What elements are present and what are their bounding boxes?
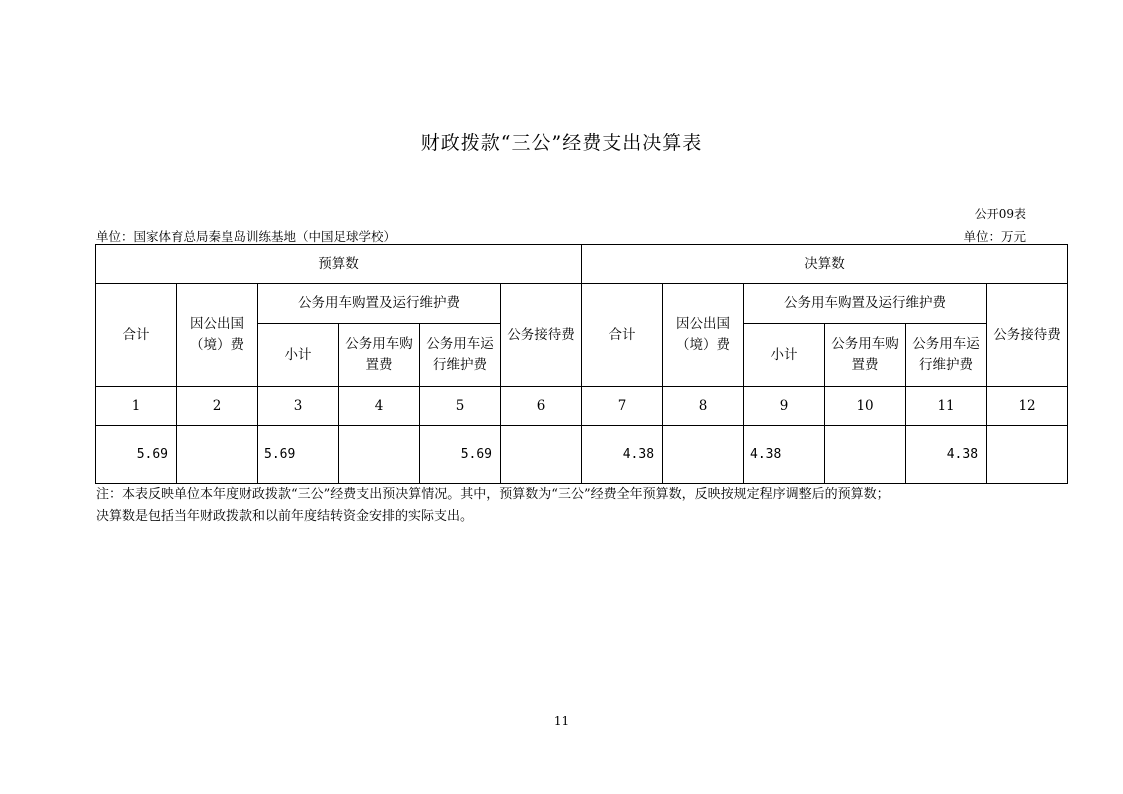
expense-table	[95, 244, 1068, 484]
form-code: 公开09表	[974, 207, 1026, 221]
budget-abroad-value	[177, 426, 258, 484]
column-number: 5	[420, 387, 501, 426]
final-vehicle-operation-header: 公务用车运行维护费	[906, 324, 987, 387]
footnote-line: 决算数是包括当年财政拨款和以前年度结转资金安排的实际支出。	[96, 509, 474, 524]
column-number: 1	[96, 387, 177, 426]
final-vehicle-purchase-value	[825, 426, 906, 484]
budget-subtotal-value: 5.69	[258, 426, 339, 484]
column-number-row	[96, 387, 1068, 426]
final-vehicle-group-header: 公务用车购置及运行维护费	[744, 284, 987, 324]
page-number: 11	[553, 714, 570, 728]
budget-vehicle-operation-header: 公务用车运行维护费	[420, 324, 501, 387]
budget-group-header: 预算数	[96, 245, 582, 284]
budget-subtotal-header: 小计	[258, 324, 339, 387]
column-number: 4	[339, 387, 420, 426]
column-number: 2	[177, 387, 258, 426]
currency-unit: 单位：万元	[963, 229, 1026, 244]
final-subtotal-header: 小计	[744, 324, 825, 387]
column-number: 6	[501, 387, 582, 426]
column-number: 12	[987, 387, 1068, 426]
final-abroad-value	[663, 426, 744, 484]
budget-vehicle-purchase-value	[339, 426, 420, 484]
final-group-header: 决算数	[582, 245, 1068, 284]
final-reception-header: 公务接待费	[987, 284, 1068, 387]
final-abroad-header: 因公出国（境）费	[663, 284, 744, 387]
data-row	[96, 426, 1068, 484]
final-subtotal-value: 4.38	[744, 426, 825, 484]
footnote	[96, 484, 1056, 528]
footnote-line: 注：本表反映单位本年度财政拨款“三公”经费支出预决算情况。其中，预算数为“三公”经费全年预算数，反映按规定程序调整后的预算数；	[96, 487, 890, 502]
final-vehicle-purchase-header: 公务用车购置费	[825, 324, 906, 387]
budget-abroad-header: 因公出国（境）费	[177, 284, 258, 387]
page-title: 财政拨款“三公”经费支出决算表	[420, 132, 703, 154]
final-total-header: 合计	[582, 284, 663, 387]
budget-total-header: 合计	[96, 284, 177, 387]
column-number: 8	[663, 387, 744, 426]
column-number: 10	[825, 387, 906, 426]
column-number: 9	[744, 387, 825, 426]
final-total-value: 4.38	[582, 426, 663, 484]
budget-reception-value	[501, 426, 582, 484]
column-number: 11	[906, 387, 987, 426]
final-reception-value	[987, 426, 1068, 484]
column-number: 3	[258, 387, 339, 426]
reporting-unit: 单位：国家体育总局秦皇岛训练基地（中国足球学校）	[96, 229, 397, 244]
final-vehicle-operation-value: 4.38	[906, 426, 987, 484]
budget-reception-header: 公务接待费	[501, 284, 582, 387]
budget-vehicle-purchase-header: 公务用车购置费	[339, 324, 420, 387]
budget-total-value: 5.69	[96, 426, 177, 484]
column-number: 7	[582, 387, 663, 426]
budget-vehicle-group-header: 公务用车购置及运行维护费	[258, 284, 501, 324]
budget-vehicle-operation-value: 5.69	[420, 426, 501, 484]
